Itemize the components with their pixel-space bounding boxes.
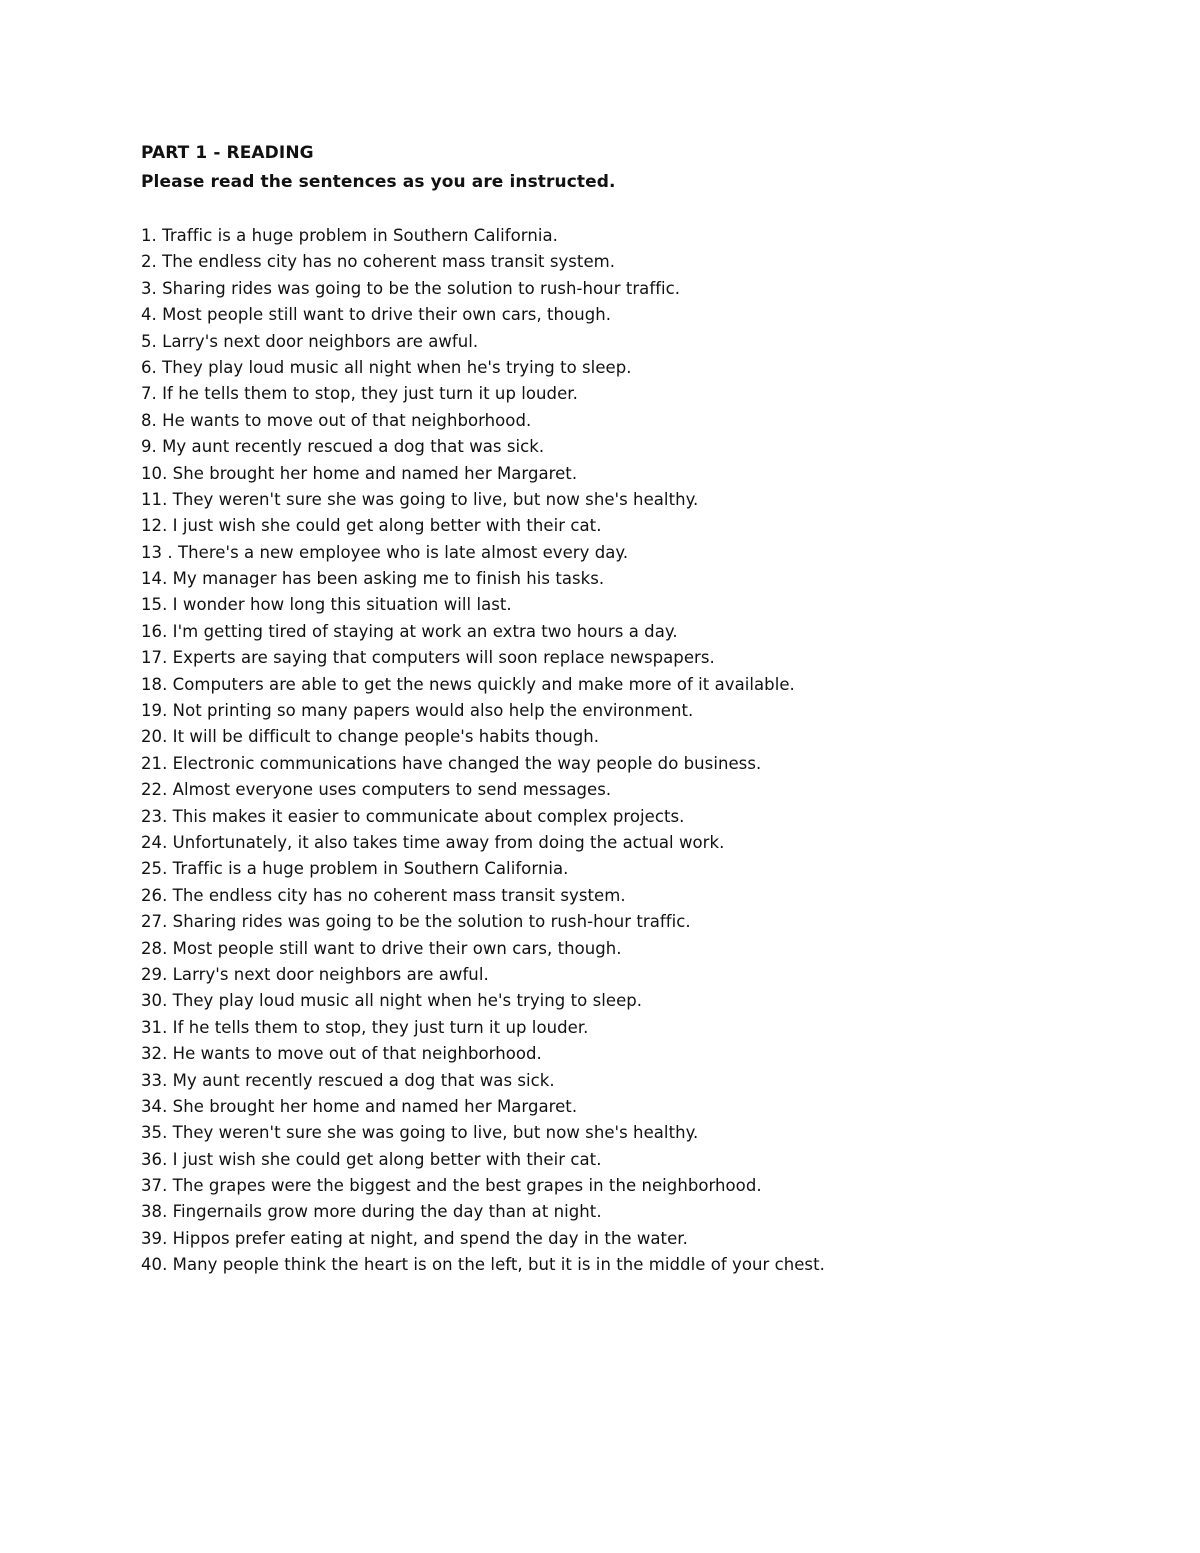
sentence-item: 22. Almost everyone uses computers to send messages. (141, 780, 612, 800)
sentence-item: 31. If he tells them to stop, they just turn it up louder. (141, 1017, 589, 1037)
sentence-item: 40. Many people think the heart is on the left, but it is in the middle of your chest. (141, 1255, 825, 1275)
sentence-item: 29. Larry's next door neighbors are awful. (141, 964, 489, 984)
sentence-item: 19. Not printing so many papers would also help the environment. (141, 701, 694, 721)
sentence-item: 28. Most people still want to drive their own cars, though. (141, 938, 622, 958)
sentence-item: 9. My aunt recently rescued a dog that was sick. (141, 437, 545, 457)
sentence-item: 8. He wants to move out of that neighborhood. (141, 410, 532, 430)
sentence-item: 37. The grapes were the biggest and the best grapes in the neighborhood. (141, 1176, 762, 1196)
sentence-item: 13 . There's a new employee who is late almost every day. (141, 542, 629, 562)
sentence-item: 18. Computers are able to get the news quickly and make more of it available. (141, 674, 795, 694)
sentence-item: 1. Traffic is a huge problem in Southern California. (141, 226, 558, 245)
sentence-item: 24. Unfortunately, it also takes time away from doing the actual work. (141, 832, 725, 852)
sentence-item: 2. The endless city has no coherent mass transit system. (141, 252, 616, 272)
sentence-item: 27. Sharing rides was going to be the solution to rush-hour traffic. (141, 912, 691, 932)
sentence-item: 39. Hippos prefer eating at night, and spend the day in the water. (141, 1228, 688, 1248)
sentence-item: 33. My aunt recently rescued a dog that was sick. (141, 1070, 555, 1090)
sentence-item: 34. She brought her home and named her Margaret. (141, 1096, 578, 1116)
sentence-item: 6. They play loud music all night when he's trying to sleep. (141, 357, 632, 377)
sentence-item: 17. Experts are saying that computers will soon replace newspapers. (141, 648, 715, 668)
sentence-item: 23. This makes it easier to communicate about complex projects. (141, 806, 685, 826)
sentence-item: 25. Traffic is a huge problem in Southern California. (141, 859, 569, 879)
sentence-item: 14. My manager has been asking me to finish his tasks. (141, 569, 605, 589)
sentence-item: 26. The endless city has no coherent mass transit system. (141, 885, 626, 905)
sentence-item: 10. She brought her home and named her Margaret. (141, 463, 578, 483)
part-title: PART 1 - READING (141, 143, 314, 163)
sentence-item: 36. I just wish she could get along better with their cat. (141, 1149, 602, 1169)
sentence-item: 3. Sharing rides was going to be the solution to rush-hour traffic. (141, 278, 681, 298)
sentence-item: 35. They weren't sure she was going to live, but now she's healthy. (141, 1123, 699, 1143)
sentence-item: 20. It will be difficult to change people's habits though. (141, 727, 600, 747)
sentence-item: 21. Electronic communications have changed the way people do business. (141, 753, 762, 773)
sentence-item: 5. Larry's next door neighbors are awful. (141, 331, 479, 351)
sentence-item: 15. I wonder how long this situation will last. (141, 595, 512, 615)
sentence-item: 38. Fingernails grow more during the day than at night. (141, 1202, 602, 1222)
sentence-item: 7. If he tells them to stop, they just turn it up louder. (141, 384, 578, 404)
document-page (141, 140, 1141, 1279)
sentence-list (141, 223, 1141, 1279)
sentence-item: 16. I'm getting tired of staying at work an extra two hours a day. (141, 621, 678, 641)
instruction-text: Please read the sentences as you are instructed. (141, 172, 616, 192)
sentence-item: 32. He wants to move out of that neighborhood. (141, 1044, 542, 1064)
sentence-item: 30. They play loud music all night when he's trying to sleep. (141, 991, 643, 1011)
sentence-item: 11. They weren't sure she was going to live, but now she's healthy. (141, 489, 699, 509)
sentence-item: 12. I just wish she could get along better with their cat. (141, 516, 602, 536)
sentence-item: 4. Most people still want to drive their own cars, though. (141, 305, 612, 325)
